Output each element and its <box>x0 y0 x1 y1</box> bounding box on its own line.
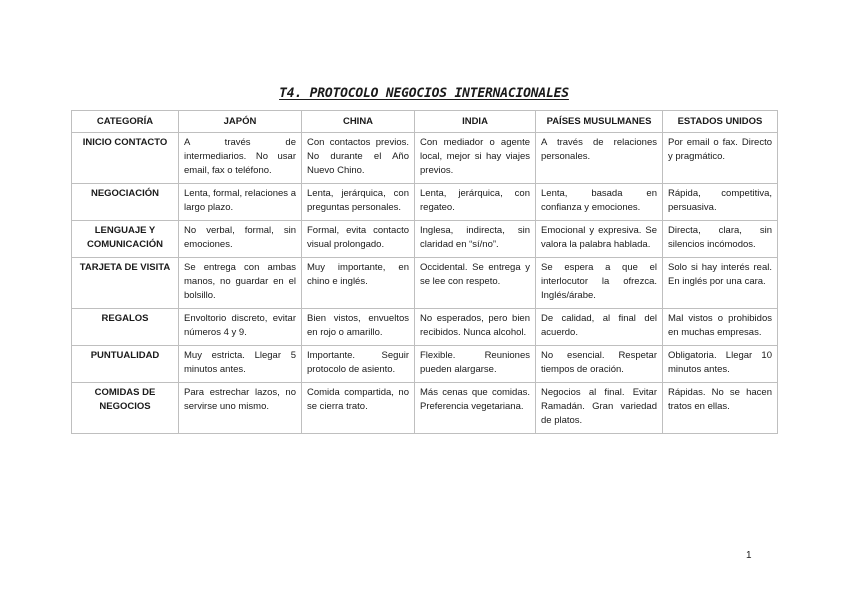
category-cell: COMIDAS DE NEGOCIOS <box>72 383 179 434</box>
table-cell: Más cenas que comidas. Preferencia vegetariana. <box>415 383 536 434</box>
table-cell: A través de intermediarios. No usar email, fax o teléfono. <box>179 133 302 184</box>
table-cell: Comida compartida, no se cierra trato. <box>302 383 415 434</box>
table-cell: Se espera a que el interlocutor la ofrezca. Inglés/árabe. <box>536 258 663 309</box>
category-cell: LENGUAJE Y COMUNICACIÓN <box>72 221 179 258</box>
table-cell: Inglesa, indirecta, sin claridad en “sí/no”. <box>415 221 536 258</box>
table-cell: De calidad, al final del acuerdo. <box>536 309 663 346</box>
table-row <box>72 383 778 434</box>
table-cell: Rápida, competitiva, persuasiva. <box>663 184 778 221</box>
table-cell: Para estrechar lazos, no servirse uno mismo. <box>179 383 302 434</box>
document-title: T4. PROTOCOLO NEGOCIOS INTERNACIONALES <box>279 86 569 101</box>
table-cell: Lenta, jerárquica, con preguntas personales. <box>302 184 415 221</box>
table-cell: Emocional y expresiva. Se valora la palabra hablada. <box>536 221 663 258</box>
header-japan: JAPÓN <box>179 111 302 133</box>
table-cell: Flexible. Reuniones pueden alargarse. <box>415 346 536 383</box>
table-cell: Con mediador o agente local, mejor si hay viajes previos. <box>415 133 536 184</box>
table-cell: Por email o fax. Directo y pragmático. <box>663 133 778 184</box>
table-cell: Muy estricta. Llegar 5 minutos antes. <box>179 346 302 383</box>
table-cell: Rápidas. No se hacen tratos en ellas. <box>663 383 778 434</box>
table-cell: Envoltorio discreto, evitar números 4 y 9. <box>179 309 302 346</box>
header-china: CHINA <box>302 111 415 133</box>
table-cell: Importante. Seguir protocolo de asiento. <box>302 346 415 383</box>
header-category: CATEGORÍA <box>72 111 179 133</box>
table-cell: Obligatoria. Llegar 10 minutos antes. <box>663 346 778 383</box>
table-cell: Formal, evita contacto visual prolongado. <box>302 221 415 258</box>
header-muslim-countries: PAÍSES MUSULMANES <box>536 111 663 133</box>
table-cell: Negocios al final. Evitar Ramadán. Gran variedad de platos. <box>536 383 663 434</box>
table-row <box>72 184 778 221</box>
table-cell: A través de relaciones personales. <box>536 133 663 184</box>
category-cell: REGALOS <box>72 309 179 346</box>
header-india: INDIA <box>415 111 536 133</box>
table-cell: Con contactos previos. No durante el Año Nuevo Chino. <box>302 133 415 184</box>
table-row <box>72 258 778 309</box>
table-row <box>72 133 778 184</box>
table-cell: Se entrega con ambas manos, no guardar en el bolsillo. <box>179 258 302 309</box>
table-cell: Directa, clara, sin silencios incómodos. <box>663 221 778 258</box>
table-cell: Mal vistos o prohibidos en muchas empresas. <box>663 309 778 346</box>
table-row <box>72 221 778 258</box>
category-cell: PUNTUALIDAD <box>72 346 179 383</box>
table-cell: No esperados, pero bien recibidos. Nunca alcohol. <box>415 309 536 346</box>
table-cell: Lenta, jerárquica, con regateo. <box>415 184 536 221</box>
table-cell: Lenta, basada en confianza y emociones. <box>536 184 663 221</box>
table-cell: No esencial. Respetar tiempos de oración. <box>536 346 663 383</box>
header-united-states: ESTADOS UNIDOS <box>663 111 778 133</box>
page-number: 1 <box>746 550 752 561</box>
table-cell: Solo si hay interés real. En inglés por una cara. <box>663 258 778 309</box>
table-header-row <box>72 111 778 133</box>
table-cell: Occidental. Se entrega y se lee con respeto. <box>415 258 536 309</box>
category-cell: NEGOCIACIÓN <box>72 184 179 221</box>
table-cell: Bien vistos, envueltos en rojo o amarillo. <box>302 309 415 346</box>
table-cell: Muy importante, en chino e inglés. <box>302 258 415 309</box>
table-row <box>72 346 778 383</box>
table-cell: Lenta, formal, relaciones a largo plazo. <box>179 184 302 221</box>
table-row <box>72 309 778 346</box>
table-cell: No verbal, formal, sin emociones. <box>179 221 302 258</box>
category-cell: TARJETA DE VISITA <box>72 258 179 309</box>
category-cell: INICIO CONTACTO <box>72 133 179 184</box>
protocol-table <box>71 110 778 434</box>
